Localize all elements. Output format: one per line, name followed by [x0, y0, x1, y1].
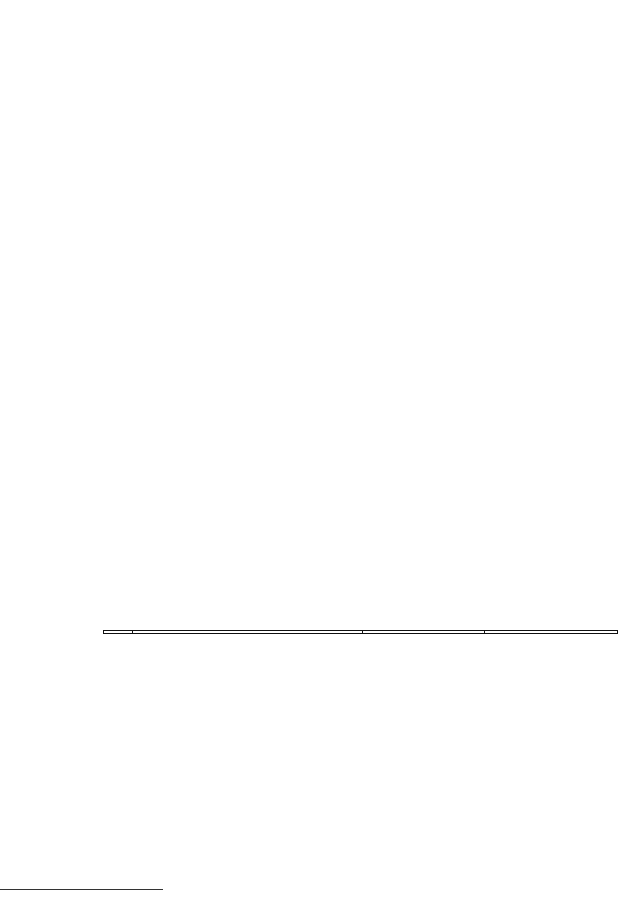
header-share: [485, 631, 618, 634]
header-cause: [133, 631, 363, 634]
mortality-structure-table: [103, 630, 618, 634]
header-rate: [363, 631, 485, 634]
mortality-bar-chart: [100, 86, 540, 306]
footnote-divider: [0, 889, 163, 890]
table-header-row: [104, 631, 618, 634]
header-number: [104, 631, 133, 634]
